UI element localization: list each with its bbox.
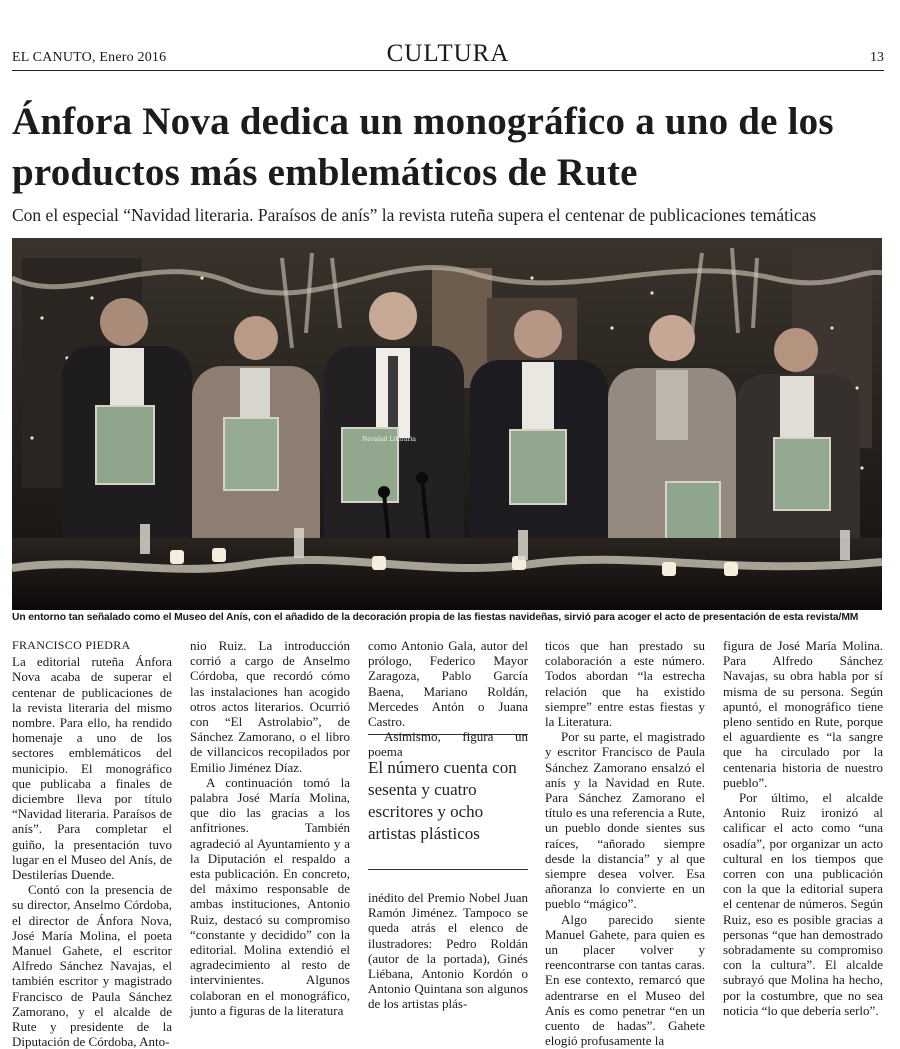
article-column-5 xyxy=(723,638,883,1018)
article-column-4 xyxy=(545,638,705,1048)
paragraph: A continuación tomó la palabra José María Molina, que dio las gracias a los anfitriones. También agradeció al Ayuntamiento y a la Diputación el respaldo a esta publicación. En concreto, del máximo responsable de ambas instituciones, Antonio Ruiz, destacó su compromiso “constante y decidido” con la editorial. Molina extendió el agradecimiento al resto de intervinientes. Algunos colaboran en el monográfico, junto a figuras de la literatura xyxy=(190,774,350,1018)
paragraph: Por último, el alcalde Antonio Ruiz ironizó al calificar el acto como “una osadía”, por organizar un acto cultural en los tiempos que corren con una publicación con la que la editorial supera el centenar de números. Según Ruiz, eso es posible gracias a personas “que han demostrado sobradamente su compromiso con la cultura”. El alcalde subrayó que Molina ha hecho, por la costumbre, que no sea noticia “lo que debería serlo”. xyxy=(723,790,883,1018)
paragraph: Contó con la presencia de su director, Anselmo Córdoba, el director de Ánfora Nova, José María Molina, el poeta Manuel Gahete, el escritor Alfredo Sánchez Navajas, el también escritor y magistrado Francisco de Paula Sánchez Zamorano, y el alcalde de Rute y presidente de la Diputación de Córdoba, Anto- xyxy=(12,882,172,1049)
byline: FRANCISCO PIEDRA xyxy=(12,638,131,652)
photo-caption: Un entorno tan señalado como el Museo del Anís, con el añadido de la decoración propia de las fiestas navideñas, sirvió para acoger el acto de presentación de esta revista/MM xyxy=(12,612,859,623)
article-column-2 xyxy=(190,638,350,1018)
paragraph: nio Ruiz. La introducción corrió a cargo de Anselmo Córdoba, que recordó cómo las instalaciones han acogido otros actos literarios. Ocurrió con “El Astrolabio”, de Sánchez Zamorano, o el libro de villancicos recopilados por Emilio Jiménez Díaz. xyxy=(190,638,350,775)
paragraph: ticos que han prestado su colaboración a este número. Todos abordan “la estrecha relación que ha existido siempre” entre estas fiestas y la Literatura. xyxy=(545,638,705,730)
paragraph: Por su parte, el magistrado y escritor Francisco de Paula Sánchez Zamorano ensalzó el anís y la Navidad en Rute. Para Sánchez Zamorano el título es una referencia a Rute, un pueblo donde sientes sus raíces, “añorado siempre desde la distancia” y al que siempre desea volver. Esa añoranza lo convierte en un pueblo “mágico”. xyxy=(545,729,705,912)
pull-quote: El número cuenta con sesenta y cuatro escritores y ocho artistas plásticos xyxy=(368,734,528,870)
article-column-1 xyxy=(12,638,172,1049)
article-column-3 xyxy=(368,638,528,1012)
paragraph: como Antonio Gala, autor del prólogo, Federico Mayor Zaragoza, Pablo García Baena, Mariano Roldán, Mercedes Antón o Juana Castro. xyxy=(368,638,528,730)
presentation-photo xyxy=(12,238,882,610)
paragraph: figura de José María Molina. Para Alfredo Sánchez Navajas, su obra habla por sí misma de su persona. Según apuntó, el monográfico tiene pleno sentido en Rute, porque el aguardiente es “la sangre que ha circulado por la centenaria historia de nuestro pueblo”. xyxy=(723,638,883,790)
subheadline: Con el especial “Navidad literaria. Paraísos de anís” la revista ruteña supera el centenar de publicaciones temáticas xyxy=(12,205,817,225)
headline: Ánfora Nova dedica un monográfico a uno de los productos más emblemáticos de Rute xyxy=(12,100,834,194)
paragraph: Algo parecido siente Manuel Gahete, para quien es un placer volver y reencontrarse con tantas caras. En ese contexto, remarcó que adentrarse en el Museo del Anís es como penetrar “en un cuento de hadas”. Gahete elogió profusamente la xyxy=(545,911,705,1049)
paragraph: inédito del Premio Nobel Juan Ramón Jiménez. Tampoco se queda atrás el elenco de ilustradores: Pedro Roldán (autor de la portada), Ginés Liébana, Antonio Kordón o Antonio Quintana son algunos de los artistas plás- xyxy=(368,890,528,1012)
paragraph: La editorial ruteña Ánfora Nova acaba de superar el centenar de publicaciones de la revista literaria del mismo nombre. Para ello, ha rendido homenaje a uno de los sectores emblemáticos del municipio. El monográfico que publicaba a finales de diciembre lleva por título “Navidad literaria. Paraísos de anís”. Para completar el guiño, la presentación tuvo lugar en el Museo del Anís, de Destilerías Duende. xyxy=(12,654,172,883)
newspaper-name-date: EL CANUTO, Enero 2016 xyxy=(12,50,167,65)
magazine-cover-title: Navidad Literaria xyxy=(362,436,416,443)
section-title: CULTURA xyxy=(386,40,510,67)
paragraph: Asimismo, figura un poema xyxy=(368,729,528,760)
masthead xyxy=(12,38,884,71)
page-number: 13 xyxy=(870,50,884,65)
